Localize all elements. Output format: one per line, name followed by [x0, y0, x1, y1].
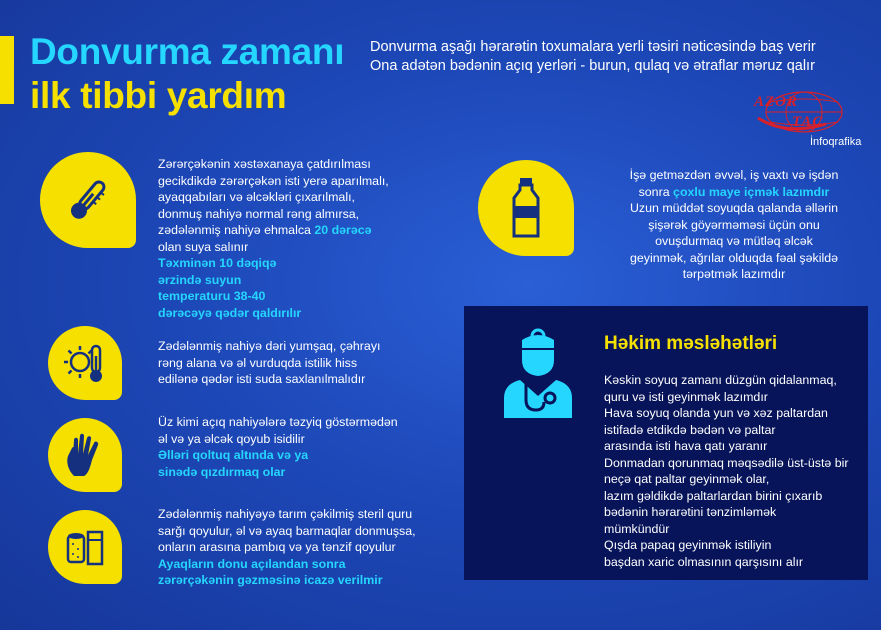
hands-text — [158, 414, 458, 480]
doctor-tips-title: Həkim məsləhətləri — [604, 333, 778, 354]
text-line: Zərərçəkənin xəstəxanaya çatdırılması — [158, 157, 371, 171]
hand-bubble — [48, 418, 122, 492]
text-line: tərpətmək lazımdır — [682, 267, 786, 281]
text-line — [604, 184, 864, 201]
water-bottle-icon — [501, 176, 551, 240]
water-bottle-bubble — [478, 160, 574, 256]
tip-line: lazım gəldikdə paltarlardan birini çıxarıb — [604, 488, 823, 503]
logo-caption: İnfoqrafika — [810, 136, 862, 148]
subtitle-line-2: Ona adətən bədənin açıq yerləri - burun, qulaq və ətraflar məruz qalır — [370, 58, 815, 74]
highlight-line: dərəcəyə qədər qaldırılır — [158, 305, 302, 320]
tip-line: bədənin hərarətini tənzimləmək — [604, 505, 777, 519]
page-subtitle — [370, 38, 870, 76]
text-segment: zədələnmiş nahiyə ehmalca — [158, 223, 311, 237]
text-line: şişərək göyərməməsi üçün onu — [648, 217, 820, 232]
warm-water-text — [158, 338, 448, 388]
text-line: olan suya salınır — [158, 239, 249, 254]
tip-line: neçə qat paltar geyinmək olar, — [604, 472, 770, 486]
doctor-icon — [498, 326, 578, 422]
text-line: Üz kimi açıq nahiyələrə təzyiq göstərmədən — [158, 415, 398, 429]
title-accent-bar — [0, 36, 14, 104]
text-line: sarğı qoyulur, əl və ayaq barmaqlar donmuşsa, — [158, 523, 416, 538]
transport-text — [158, 156, 448, 321]
tip-line: Donmadan qorunmaq məqsədilə üst-üstə bir — [604, 455, 849, 470]
sun-thermometer-icon — [60, 338, 110, 388]
hand-icon — [60, 430, 110, 480]
tip-line: başdan xaric olmasının qarşısını alır — [604, 554, 804, 569]
text-line: ovuşdurmaq və mütləq əlcək — [655, 234, 813, 248]
highlight-line: Təxminən 10 dəqiqə — [158, 256, 277, 270]
logo-word-top: AZƏR — [754, 94, 799, 110]
tip-line: quru və isti geyinmək lazımdır — [604, 389, 768, 404]
text-line: ayaqqabıları və əlcəkləri çıxarılmalı, — [158, 190, 355, 204]
logo-word-bottom: TAC — [792, 114, 824, 130]
tip-line: arasında isti hava qatı yaranır — [604, 439, 768, 453]
thermometer-bubble — [40, 152, 136, 248]
text-line: geyinmək, ağrılar olduqda fəal şəkildə — [629, 250, 838, 265]
azertac-logo — [752, 88, 862, 152]
bandage-text — [158, 506, 458, 589]
doctor-tips-body — [604, 372, 866, 570]
text-line: Zədələnmiş nahiyəyə tarım çəkilmiş steril quru — [158, 507, 413, 521]
subtitle-line-1: Donvurma aşağı hərarətin toxumalara yerli təsiri nəticəsində baş verir — [370, 39, 816, 55]
title-line-2: ilk tibbi yardım — [30, 75, 287, 116]
title-line-1: Donvurma zamanı — [30, 31, 345, 72]
highlight-line: zərərçəkənin gəzməsinə icazə verilmir — [158, 573, 383, 587]
sun-thermometer-bubble — [48, 326, 122, 400]
text-line: edilənə qədər isti suda saxlanılmalıdır — [158, 372, 366, 386]
text-line: əl və ya əlcək qoyub isidilir — [158, 431, 305, 446]
bandage-roll-icon — [60, 522, 110, 572]
highlight-line: ərzində suyun — [158, 272, 242, 287]
tip-line: Qışda papaq geyinmək istiliyin — [604, 538, 772, 552]
thermometer-icon — [62, 174, 114, 226]
text-line: Zədələnmiş nahiyə dəri yumşaq, çəhrayı — [158, 339, 381, 353]
highlight-line: temperaturu 38-40 — [158, 289, 266, 303]
highlight-text: 20 dərəcə — [314, 223, 372, 237]
bandage-bubble — [48, 510, 122, 584]
tip-line: Hava soyuq olanda yun və xəz paltardan — [604, 406, 828, 420]
tip-line: istifadə etdikdə bədən və paltar — [604, 422, 776, 437]
tip-line: mümkündür — [604, 521, 670, 536]
highlight-line: Ayaqların donu açılandan sonra — [158, 556, 346, 571]
text-line: gecikdikdə zərərçəkən isti yerə aparılmalı, — [158, 173, 389, 188]
highlight-text: çoxlu maye içmək lazımdır — [673, 184, 830, 199]
text-line: İşə getməzdən əvvəl, iş vaxtı və işdən — [629, 168, 839, 182]
highlight-line: Əlləri qoltuq altında və ya — [158, 448, 309, 462]
text-line: onların arasına pambıq və ya tənzif qoyulur — [158, 540, 396, 554]
tip-line: Kəskin soyuq zamanı düzgün qidalanmaq, — [604, 373, 837, 387]
highlight-line: sinədə qızdırmaq olar — [158, 464, 286, 479]
fluids-text — [604, 167, 864, 283]
text-line: rəng alana və əl vurduqda istilik hiss — [158, 355, 358, 370]
text-line: donmuş nahiyə normal rəng almırsa, — [158, 206, 360, 221]
text-line — [158, 222, 448, 239]
text-segment: sonra — [638, 184, 670, 199]
page-title — [30, 30, 344, 118]
text-line: Uzun müddət soyuqda qalanda əllərin — [629, 201, 839, 215]
